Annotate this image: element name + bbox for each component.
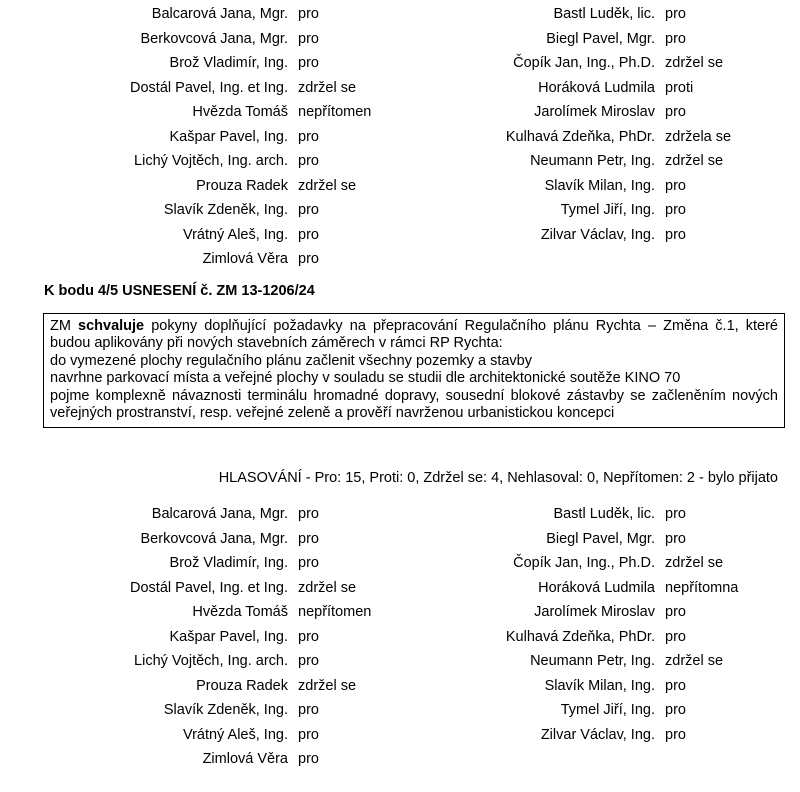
member-name: Jarolímek Miroslav: [534, 604, 655, 620]
vote-row: [0, 504, 800, 524]
member-name: Balcarová Jana, Mgr.: [151, 506, 288, 522]
member-name: Biegl Pavel, Mgr.: [546, 30, 655, 47]
member-vote: pro: [298, 128, 319, 145]
vote-row: [0, 578, 800, 598]
member-name: Slavík Milan, Ing.: [544, 177, 655, 194]
vote-row: [0, 200, 800, 220]
member-name: Zimlová Věra: [202, 751, 288, 767]
member-vote: zdržel se: [298, 579, 357, 596]
vote-row: [0, 225, 800, 245]
member-name: Slavík Milan, Ing.: [544, 677, 655, 694]
member-vote: nepřítomen: [298, 104, 372, 120]
member-name: Kulhavá Zdeňka, PhDr.: [505, 628, 655, 645]
member-vote: pro: [298, 702, 319, 718]
member-name: Čopík Jan, Ing., Ph.D.: [513, 555, 655, 571]
vote-row: [0, 627, 800, 647]
member-vote: pro: [665, 702, 686, 718]
member-vote: pro: [298, 555, 319, 571]
member-vote: zdržel se: [298, 677, 357, 694]
vote-row: [0, 553, 800, 573]
member-vote: zdržel se: [665, 55, 724, 71]
resolution-item: navrhne parkovací místa a veřejné plochy v souladu se studii dle architektonické soutěže KINO 70: [50, 370, 681, 387]
member-name: Tymel Jiří, Ing.: [560, 202, 655, 218]
vote-row: [0, 78, 800, 98]
member-name: Tymel Jiří, Ing.: [560, 702, 655, 718]
resolution-box: [43, 313, 785, 428]
vote-row: [0, 529, 800, 549]
resolution-intro: [50, 318, 778, 353]
member-name: Brož Vladimír, Ing.: [169, 55, 288, 71]
member-vote: zdržel se: [665, 653, 724, 669]
member-vote: pro: [665, 226, 686, 243]
member-name: Zimlová Věra: [202, 251, 288, 267]
member-vote: pro: [665, 628, 686, 645]
member-vote: pro: [298, 55, 319, 71]
voting-summary: HLASOVÁNÍ - Pro: 15, Proti: 0, Zdržel se: 4, Nehlasoval: 0, Nepřítomen: 2 - bylo přijato: [218, 470, 778, 486]
member-name: Brož Vladimír, Ing.: [169, 555, 288, 571]
vote-row: [0, 700, 800, 720]
resolution-item: pojme komplexně návaznosti terminálu hromadné dopravy, sousední blokové zástavby se začleněním nových veřejných prostranství, resp. veřejné zeleně a prověří navrženou urbanistickou koncepci: [50, 387, 778, 422]
member-name: Biegl Pavel, Mgr.: [546, 530, 655, 547]
member-name: Hvězda Tomáš: [192, 104, 288, 120]
member-name: Neumann Petr, Ing.: [530, 153, 655, 169]
member-vote: pro: [298, 653, 319, 669]
member-vote: zdržel se: [298, 79, 357, 96]
member-vote: pro: [665, 202, 686, 218]
member-name: Prouza Radek: [196, 677, 288, 694]
member-vote: pro: [298, 6, 319, 22]
member-name: Jarolímek Miroslav: [534, 104, 655, 120]
member-vote: pro: [298, 726, 319, 743]
member-vote: proti: [665, 79, 694, 96]
member-vote: pro: [298, 628, 319, 645]
member-vote: pro: [298, 153, 319, 169]
member-vote: pro: [298, 30, 319, 47]
member-vote: nepřítomna: [665, 579, 739, 596]
member-vote: pro: [298, 506, 319, 522]
member-name: Dostál Pavel, Ing. et Ing.: [130, 579, 288, 596]
member-vote: pro: [665, 6, 686, 22]
member-name: Kulhavá Zdeňka, PhDr.: [505, 128, 655, 145]
member-vote: pro: [298, 226, 319, 243]
vote-row: [0, 4, 800, 24]
member-vote: pro: [298, 251, 319, 267]
vote-row: [0, 151, 800, 171]
member-vote: pro: [665, 677, 686, 694]
section-heading: K bodu 4/5 USNESENÍ č. ZM 13-1206/24: [44, 283, 315, 299]
vote-row: [0, 249, 800, 269]
member-vote: pro: [665, 30, 686, 47]
member-name: Vrátný Aleš, Ing.: [182, 726, 288, 743]
resolution-item: do vymezené plochy regulačního plánu začlenit všechny pozemky a stavby: [50, 352, 532, 369]
member-vote: nepřítomen: [298, 604, 372, 620]
member-vote: zdržel se: [665, 555, 724, 571]
member-name: Kašpar Pavel, Ing.: [169, 628, 288, 645]
member-name: Čopík Jan, Ing., Ph.D.: [513, 55, 655, 71]
member-name: Bastl Luděk, lic.: [553, 506, 655, 522]
member-name: Kašpar Pavel, Ing.: [169, 128, 288, 145]
member-name: Prouza Radek: [196, 177, 288, 194]
member-vote: pro: [665, 177, 686, 194]
member-vote: pro: [665, 506, 686, 522]
member-name: Neumann Petr, Ing.: [530, 653, 655, 669]
vote-row: [0, 176, 800, 196]
member-vote: pro: [665, 726, 686, 743]
member-vote: pro: [298, 751, 319, 767]
vote-row: [0, 127, 800, 147]
resolution-verb: schvaluje: [78, 318, 145, 334]
member-name: Hvězda Tomáš: [192, 604, 288, 620]
member-vote: pro: [665, 104, 686, 120]
vote-row: [0, 725, 800, 745]
member-vote: pro: [298, 530, 319, 547]
member-name: Slavík Zdeněk, Ing.: [163, 702, 288, 718]
resolution-prefix: ZM: [50, 318, 79, 334]
member-name: Zilvar Václav, Ing.: [540, 226, 655, 243]
member-name: Dostál Pavel, Ing. et Ing.: [130, 79, 288, 96]
member-name: Slavík Zdeněk, Ing.: [163, 202, 288, 218]
member-name: Horáková Ludmila: [538, 579, 655, 596]
vote-row: [0, 53, 800, 73]
member-name: Lichý Vojtěch, Ing. arch.: [134, 153, 288, 169]
vote-row: [0, 102, 800, 122]
member-name: Lichý Vojtěch, Ing. arch.: [134, 653, 288, 669]
vote-row: [0, 676, 800, 696]
member-vote: pro: [665, 604, 686, 620]
resolution-text: pokyny doplňující požadavky na přepracování Regulačního plánu Rychta – Změna č.1, které budou aplikovány při nových stavebních záměrech v rámci RP Rychta:: [50, 318, 778, 352]
member-name: Horáková Ludmila: [538, 79, 655, 96]
member-name: Berkovcová Jana, Mgr.: [140, 30, 288, 47]
member-vote: zdržela se: [665, 128, 732, 145]
member-vote: zdržel se: [665, 153, 724, 169]
member-name: Zilvar Václav, Ing.: [540, 726, 655, 743]
vote-row: [0, 651, 800, 671]
member-name: Bastl Luděk, lic.: [553, 6, 655, 22]
member-vote: pro: [298, 202, 319, 218]
member-name: Berkovcová Jana, Mgr.: [140, 530, 288, 547]
member-vote: zdržel se: [298, 177, 357, 194]
vote-row: [0, 29, 800, 49]
member-name: Vrátný Aleš, Ing.: [182, 226, 288, 243]
member-name: Balcarová Jana, Mgr.: [151, 6, 288, 22]
member-vote: pro: [665, 530, 686, 547]
vote-row: [0, 749, 800, 769]
vote-row: [0, 602, 800, 622]
